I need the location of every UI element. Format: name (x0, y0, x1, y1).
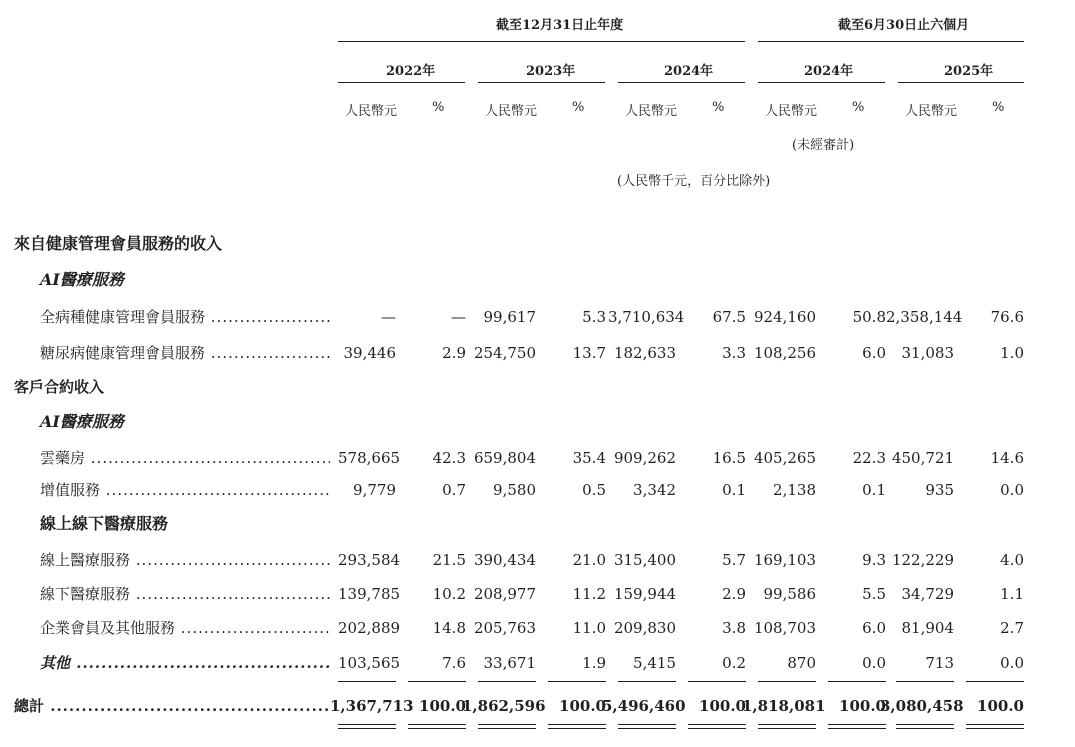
currency-header-2024: 人民幣元 (625, 104, 678, 119)
row-label: 線上醫療服務 ..... (40, 548, 330, 572)
header-group-half: 截至6月30日止六個月 (838, 18, 970, 33)
cell-2025h1-percent: 2.7 (1000, 619, 1024, 637)
total-rule-bottom-7 (758, 724, 816, 725)
cell-2022-percent: 42.3 (432, 449, 466, 467)
currency-header-2023: 人民幣元 (485, 104, 538, 119)
cell-2025h1-amount: 2,358,144 (886, 308, 963, 326)
table-row (0, 446, 1075, 470)
cell-2024h1-amount: 2,138 (773, 481, 816, 499)
cell-2024-amount: 3,342 (633, 481, 676, 499)
row-label: 增值服務 ..... (40, 478, 330, 502)
currency-header-2022: 人民幣元 (345, 104, 398, 119)
cell-2025h1-amount: 713 (925, 654, 954, 672)
total-rule-bottom-5 (618, 724, 676, 725)
cell-2023-amount: 390,434 (473, 551, 536, 569)
table-row (0, 305, 1075, 329)
cell-2022-percent: 7.6 (442, 654, 466, 672)
total-2024-percent: 100.0 (699, 697, 746, 715)
cell-2023-amount: 99,617 (483, 308, 536, 326)
cell-2024-percent: 3.3 (722, 344, 746, 362)
cell-2024-percent: 16.5 (712, 449, 746, 467)
percent-header-2023: % (572, 100, 585, 115)
total-rule-bottom-1b (338, 728, 396, 729)
header-group-year: 截至12月31日止年度 (496, 18, 624, 33)
total-2024h1-amount: 1,818,081 (742, 697, 826, 715)
total-rule-top-5 (618, 681, 676, 682)
total-rule-bottom-10 (966, 724, 1024, 725)
row-label: 企業會員及其他服務 ..... (40, 616, 330, 640)
year-rule-2022 (338, 82, 465, 83)
year-header-2024: 2024年 (664, 64, 714, 79)
total-rule-top-6 (688, 681, 746, 682)
section-customer-contract: 客戶合約收入 (14, 378, 105, 396)
table-row (0, 651, 1075, 675)
cell-2025h1-percent: 76.6 (990, 308, 1024, 326)
year-rule-2025-h1 (898, 82, 1024, 83)
cell-2024h1-amount: 99,586 (763, 585, 816, 603)
total-rule-top-2 (408, 681, 466, 682)
total-rule-bottom-9b (896, 728, 954, 729)
cell-2023-percent: 35.4 (572, 449, 606, 467)
percent-header-2024-h1: % (852, 100, 865, 115)
unit-note: (人民幣千元，百分比除外) (617, 174, 771, 189)
total-2023-percent: 100.0 (559, 697, 606, 715)
cell-2024-percent: 3.8 (722, 619, 746, 637)
cell-2024h1-percent: 50.8 (852, 308, 886, 326)
cell-2024h1-percent: 5.5 (862, 585, 886, 603)
year-rule-2024 (618, 82, 745, 83)
cell-2023-percent: 1.9 (582, 654, 606, 672)
group-rule-year (338, 41, 745, 42)
cell-2024h1-percent: 0.0 (862, 654, 886, 672)
cell-2024h1-percent: 0.1 (862, 481, 886, 499)
cell-2022-amount: 103,565 (338, 654, 401, 672)
total-rule-bottom-4b (548, 728, 606, 729)
total-rule-bottom-1 (338, 724, 396, 725)
total-2025h1-amount: 3,080,458 (880, 697, 964, 715)
total-rule-bottom-2 (408, 724, 466, 725)
cell-2023-percent: 0.5 (582, 481, 606, 499)
total-rule-bottom-7b (758, 728, 816, 729)
cell-2022-percent: 21.5 (432, 551, 466, 569)
section-ai-medical-1: AI醫療服務 (40, 270, 124, 289)
cell-2023-amount: 254,750 (473, 344, 536, 362)
row-label: 全病種健康管理會員服務 ..... (40, 305, 330, 329)
cell-2025h1-amount: 122,229 (891, 551, 954, 569)
row-label: 糖尿病健康管理會員服務 ..... (40, 341, 330, 365)
total-rule-top-4 (548, 681, 606, 682)
cell-2025h1-amount: 31,083 (901, 344, 954, 362)
total-rule-bottom-3b (478, 728, 536, 729)
cell-2024-amount: 5,415 (633, 654, 676, 672)
total-rule-bottom-10b (966, 728, 1024, 729)
cell-2024-percent: 0.2 (722, 654, 746, 672)
total-2025h1-percent: 100.0 (977, 697, 1024, 715)
year-header-2022: 2022年 (386, 64, 436, 79)
total-rule-bottom-3 (478, 724, 536, 725)
cell-2022-percent: 2.9 (442, 344, 466, 362)
cell-2024h1-amount: 405,265 (753, 449, 816, 467)
cell-2022-percent: — (451, 308, 466, 326)
cell-2023-amount: 659,804 (473, 449, 536, 467)
percent-header-2024: % (712, 100, 725, 115)
cell-2024-amount: 315,400 (613, 551, 676, 569)
cell-2025h1-amount: 935 (925, 481, 954, 499)
table-row (0, 582, 1075, 606)
cell-2024h1-percent: 6.0 (862, 619, 886, 637)
total-2022-percent: 100.0 (419, 697, 466, 715)
cell-2022-amount: 139,785 (338, 585, 401, 603)
cell-2025h1-percent: 4.0 (1000, 551, 1024, 569)
cell-2025h1-amount: 81,904 (901, 619, 954, 637)
cell-2024h1-amount: 924,160 (753, 308, 816, 326)
cell-2024-amount: 909,262 (613, 449, 676, 467)
table-row (0, 616, 1075, 640)
cell-2025h1-amount: 450,721 (891, 449, 954, 467)
unaudited-note: (未經審計) (792, 138, 855, 153)
percent-header-2022: % (432, 100, 445, 115)
year-rule-2023 (478, 82, 605, 83)
section-ai-medical-2: AI醫療服務 (40, 412, 124, 431)
cell-2022-amount: 578,665 (338, 449, 401, 467)
cell-2023-amount: 9,580 (493, 481, 536, 499)
cell-2024h1-amount: 870 (787, 654, 816, 672)
cell-2022-amount: 202,889 (338, 619, 401, 637)
total-2023-amount: 1,862,596 (462, 697, 546, 715)
total-rule-bottom-8 (828, 724, 886, 725)
total-rule-top-7 (758, 681, 816, 682)
cell-2024-amount: 159,944 (613, 585, 676, 603)
total-rule-bottom-8b (828, 728, 886, 729)
cell-2025h1-percent: 0.0 (1000, 481, 1024, 499)
total-row (0, 694, 1075, 718)
cell-2024h1-percent: 22.3 (852, 449, 886, 467)
cell-2023-percent: 11.0 (572, 619, 606, 637)
row-label: 線下醫療服務 ..... (40, 582, 330, 606)
cell-2025h1-percent: 14.6 (990, 449, 1024, 467)
cell-2024h1-percent: 6.0 (862, 344, 886, 362)
cell-2022-percent: 10.2 (432, 585, 466, 603)
cell-2024-amount: 209,830 (613, 619, 676, 637)
total-2024h1-percent: 100.0 (839, 697, 886, 715)
cell-2024h1-amount: 169,103 (753, 551, 816, 569)
table-row (0, 548, 1075, 572)
cell-2023-percent: 13.7 (572, 344, 606, 362)
cell-2024-percent: 0.1 (722, 481, 746, 499)
row-label: 其他 ..... (40, 651, 330, 675)
total-label: 總計 ..... (14, 694, 330, 718)
cell-2024h1-amount: 108,256 (753, 344, 816, 362)
cell-2023-percent: 11.2 (572, 585, 606, 603)
cell-2023-amount: 205,763 (473, 619, 536, 637)
cell-2022-amount: 39,446 (343, 344, 396, 362)
cell-2024-percent: 5.7 (722, 551, 746, 569)
group-rule-half (758, 41, 1024, 42)
currency-header-2024-h1: 人民幣元 (765, 104, 818, 119)
cell-2023-amount: 208,977 (473, 585, 536, 603)
year-rule-2024-h1 (758, 82, 885, 83)
row-label: 雲藥房 ..... (40, 446, 330, 470)
total-rule-top-8 (828, 681, 886, 682)
table-row (0, 341, 1075, 365)
year-header-2025-h1: 2025年 (944, 64, 994, 79)
cell-2022-percent: 0.7 (442, 481, 466, 499)
cell-2022-amount: 293,584 (338, 551, 401, 569)
cell-2025h1-amount: 34,729 (901, 585, 954, 603)
cell-2025h1-percent: 1.1 (1000, 585, 1024, 603)
total-rule-bottom-5b (618, 728, 676, 729)
total-2022-amount: 1,367,713 (330, 697, 414, 715)
total-rule-bottom-4 (548, 724, 606, 725)
cell-2024-amount: 182,633 (613, 344, 676, 362)
section-health-membership: 來自健康管理會員服務的收入 (14, 234, 223, 253)
total-rule-bottom-9 (896, 724, 954, 725)
table-row (0, 478, 1075, 502)
total-2024-amount: 5,496,460 (602, 697, 686, 715)
cell-2023-amount: 33,671 (483, 654, 536, 672)
cell-2022-amount: 9,779 (353, 481, 396, 499)
cell-2022-percent: 14.8 (432, 619, 466, 637)
cell-2024-percent: 67.5 (712, 308, 746, 326)
total-rule-top-9 (896, 681, 954, 682)
total-rule-top-1 (338, 681, 396, 682)
currency-header-2025-h1: 人民幣元 (905, 104, 958, 119)
total-rule-bottom-2b (408, 728, 466, 729)
cell-2024-amount: 3,710,634 (608, 308, 685, 326)
year-header-2023: 2023年 (526, 64, 576, 79)
section-online-offline: 線上線下醫療服務 (40, 514, 169, 533)
cell-2025h1-percent: 0.0 (1000, 654, 1024, 672)
total-rule-top-3 (478, 681, 536, 682)
cell-2023-percent: 21.0 (572, 551, 606, 569)
percent-header-2025-h1: % (992, 100, 1005, 115)
cell-2024-percent: 2.9 (722, 585, 746, 603)
year-header-2024-h1: 2024年 (804, 64, 854, 79)
cell-2025h1-percent: 1.0 (1000, 344, 1024, 362)
cell-2022-amount: — (381, 308, 396, 326)
cell-2023-percent: 5.3 (582, 308, 606, 326)
cell-2024h1-percent: 9.3 (862, 551, 886, 569)
total-rule-bottom-6 (688, 724, 746, 725)
total-rule-top-10 (966, 681, 1024, 682)
total-rule-bottom-6b (688, 728, 746, 729)
cell-2024h1-amount: 108,703 (753, 619, 816, 637)
